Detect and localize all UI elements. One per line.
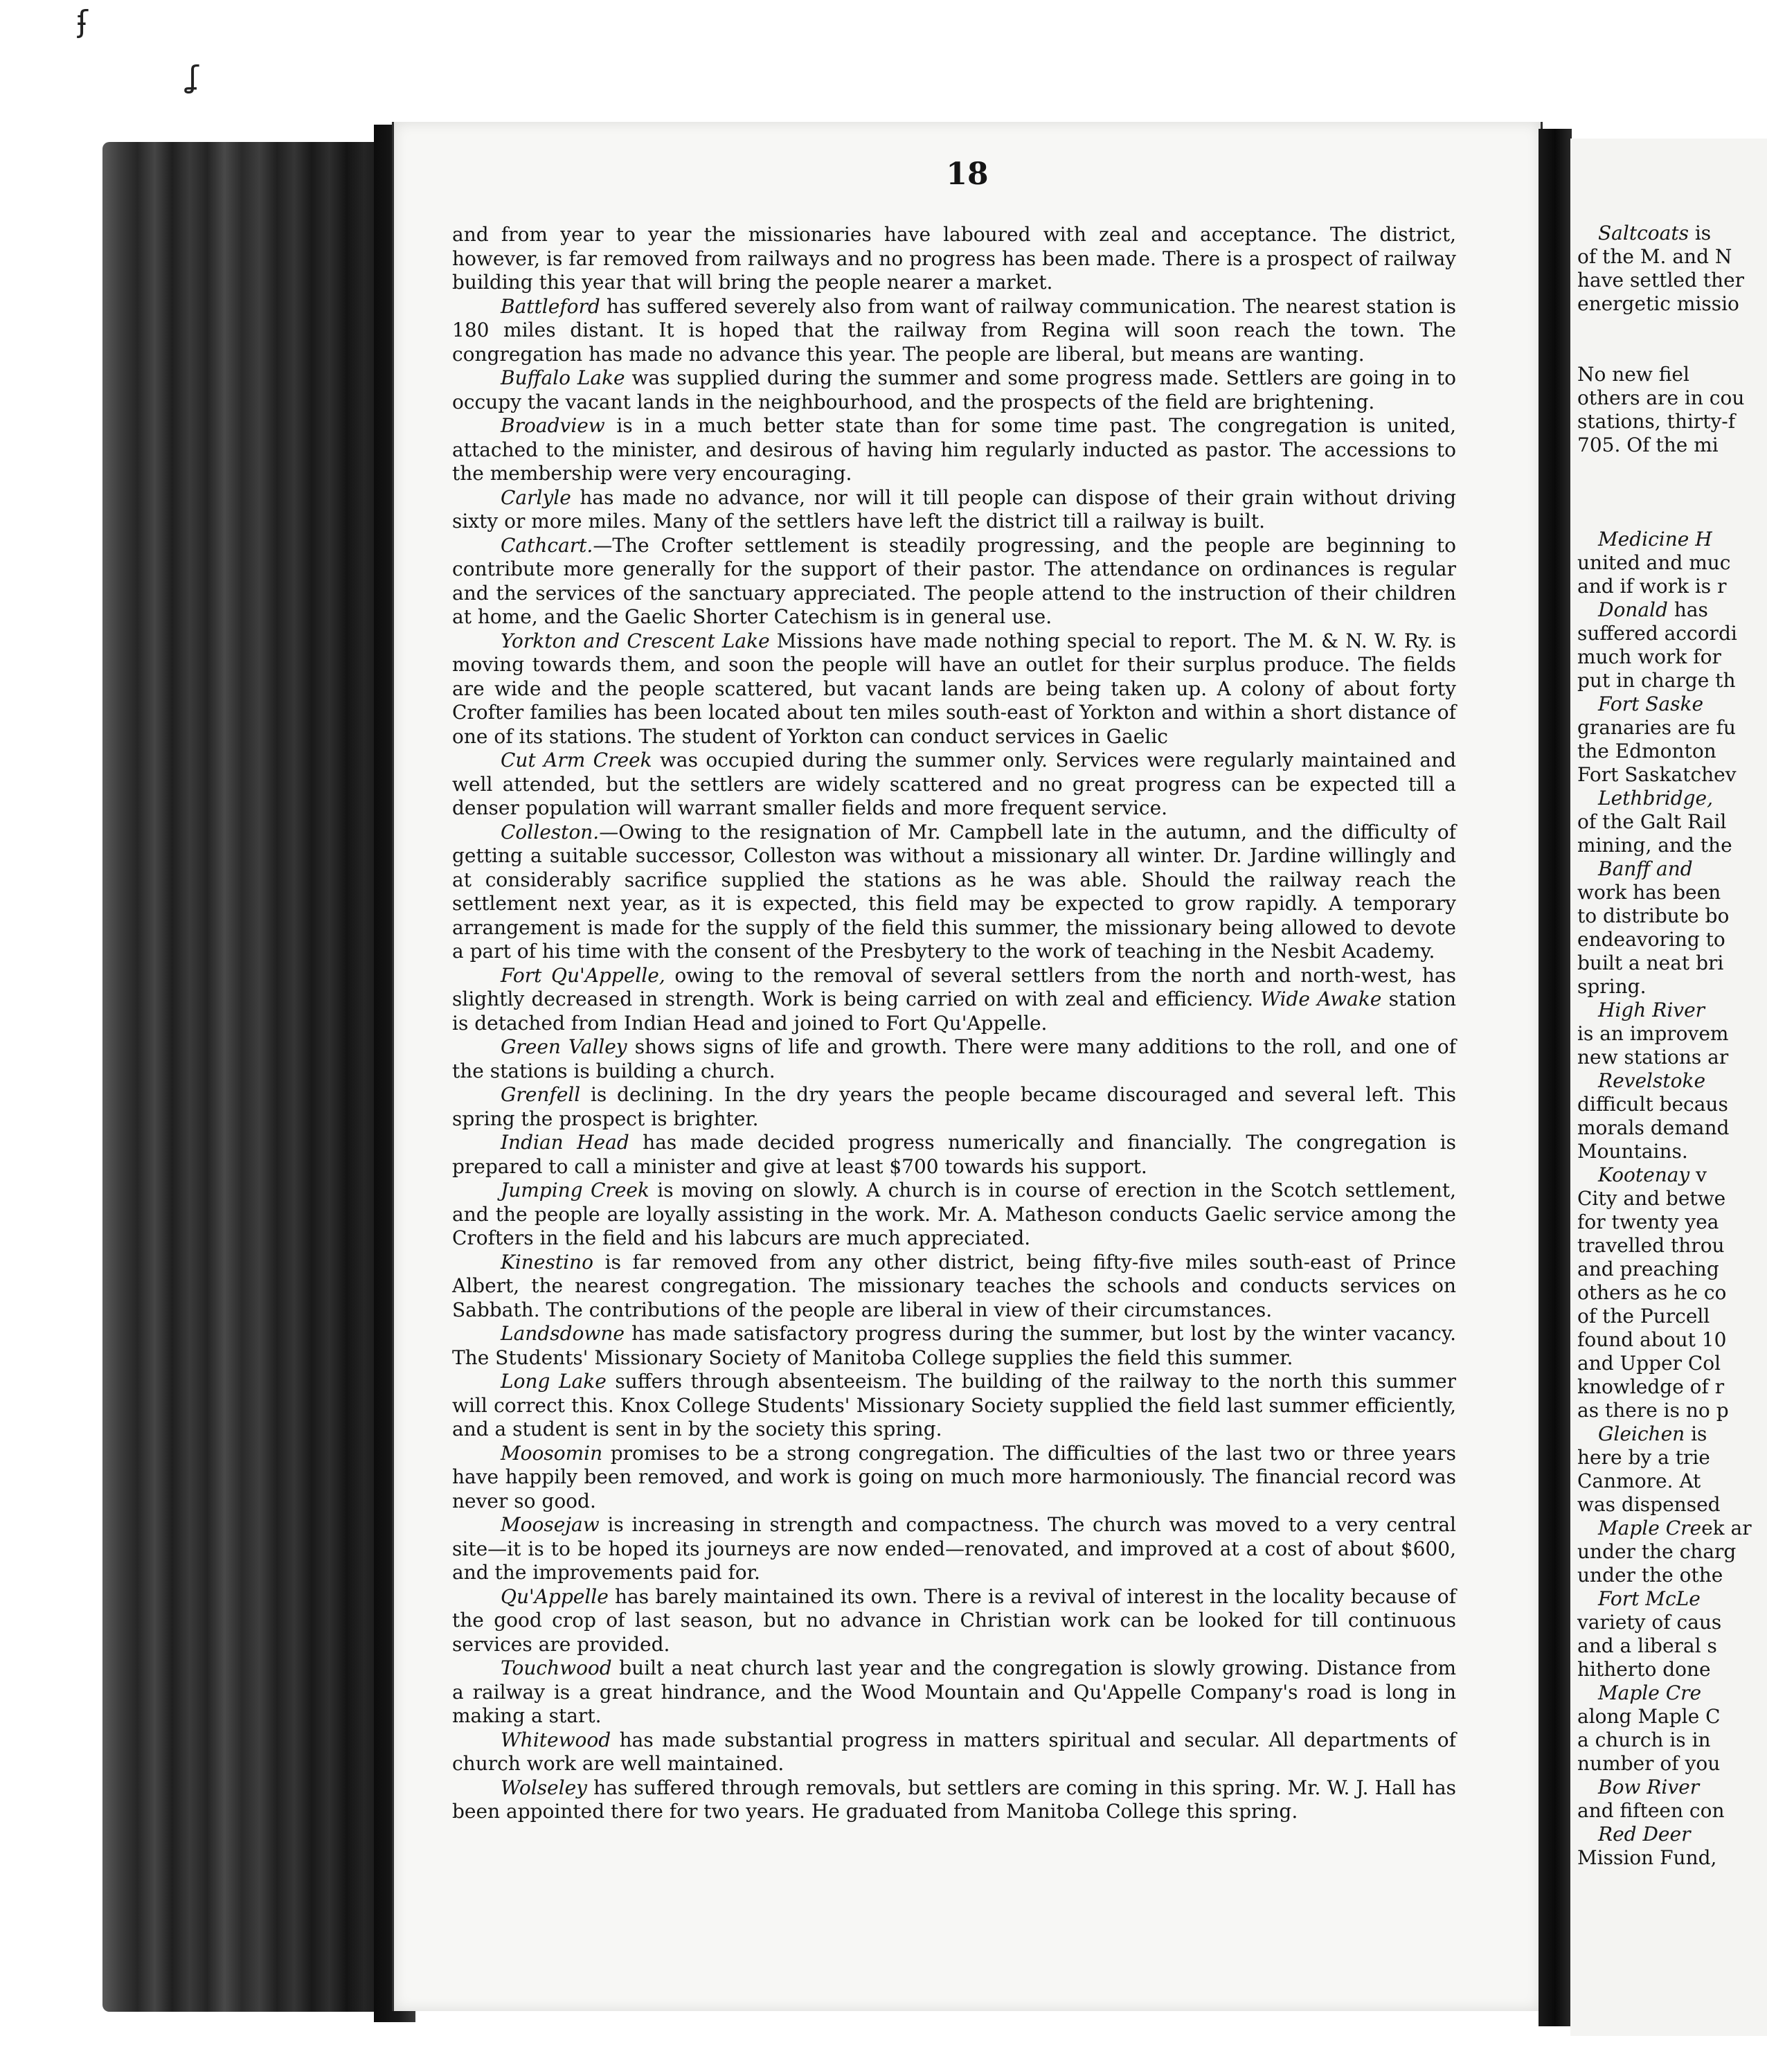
fragment-line: and fifteen con	[1577, 1799, 1725, 1822]
paragraph-text: was occupied during the summer only. Services were regularly maintained and well attended, but the settlers are widely scattered and no great progress can be expected till a denser population will warrant smaller fields and more frequent service.	[452, 749, 1456, 819]
paragraph-text: has made decided progress numerically and financially. The congregation is prepared to call a minister and give at least $700 towards his support.	[452, 1131, 1456, 1178]
paragraph-text: is declining. In the dry years the people became discouraged and several left. This spring the prospect is brighter.	[452, 1083, 1456, 1130]
paragraph	[452, 964, 1456, 1036]
paragraph-text: is moving on slowly. A church is in course of erection in the Scotch settlement, and the people are loyally assisting in the work. Mr. A. Matheson conducts Gaelic service among the Crofters in the field and his labcurs are much appreciated.	[452, 1179, 1456, 1249]
paragraph	[452, 223, 1456, 295]
place-name: Yorkton and Crescent Lake	[501, 629, 770, 652]
place-name: Broadview	[501, 414, 605, 437]
place-name: Bow River	[1598, 1776, 1700, 1798]
paragraph-text: suffers through absenteeism. The building of the railway to the north this summer will correct this. Knox College Students' Missionary Society supplied the field last summer efficiently, and a student is sent in by the society this spring.	[452, 1370, 1457, 1440]
paragraph	[452, 366, 1456, 414]
fragment-line: found about 10	[1577, 1328, 1727, 1351]
fragment-line: along Maple C	[1577, 1705, 1721, 1728]
place-name: Lethbridge,	[1598, 787, 1714, 810]
fragment-line: Donald has	[1598, 598, 1708, 621]
paragraph	[452, 1370, 1456, 1442]
right-page-text	[1577, 222, 1767, 1870]
place-name: Fort Qu'Appelle,	[501, 963, 665, 987]
book-page-edges	[102, 142, 393, 2012]
fragment-line	[1577, 999, 1767, 1022]
fragment-line	[1577, 316, 1767, 363]
place-name: Gleichen	[1598, 1422, 1685, 1445]
fragment-line	[1577, 1587, 1767, 1611]
fragment-line: and Upper Col	[1577, 1352, 1721, 1375]
paragraph	[452, 486, 1456, 534]
fragment-line: a church is in	[1577, 1729, 1711, 1751]
place-name: Maple Cre	[1598, 1681, 1702, 1704]
fragment-line: No new fiel	[1577, 363, 1689, 386]
fragment-line: endeavoring to	[1577, 928, 1725, 951]
fragment-line: mining, and the	[1577, 834, 1732, 857]
paragraph-text: has made satisfactory progress during the summer, but lost by the winter vacancy. The Students' Missionary Society of Manitoba College supplies the field this summer.	[452, 1322, 1456, 1369]
paragraph	[452, 1513, 1456, 1585]
paragraph-text: shows signs of life and growth. There were many additions to the roll, and one of the stations is building a church.	[452, 1035, 1457, 1082]
fragment-line: and a liberal s	[1577, 1634, 1717, 1657]
fragment-line: Mountains.	[1577, 1140, 1688, 1163]
place-name: Touchwood	[501, 1656, 612, 1679]
fragment-line: Kootenay v	[1598, 1163, 1707, 1186]
paragraph	[452, 414, 1456, 486]
fragment-line: the Edmonton	[1577, 740, 1716, 762]
left-page	[392, 122, 1543, 2011]
place-name: Qu'Appelle	[501, 1584, 609, 1608]
fragment-line: was dispensed	[1577, 1493, 1721, 1516]
fragment-line: suffered accordi	[1577, 622, 1737, 645]
fragment-line	[1577, 787, 1767, 810]
paragraph	[452, 1083, 1456, 1131]
paragraph-text: has made no advance, nor will it till people can dispose of their grain without driving sixty or more miles. Many of the settlers have left the district till a railway is built.	[452, 485, 1456, 533]
place-name: Green Valley	[501, 1035, 627, 1058]
fragment-line: under the othe	[1577, 1564, 1723, 1587]
place-name: Landsdowne	[501, 1322, 625, 1345]
fragment-line	[1577, 1823, 1767, 1846]
paragraph-text: is in a much better state than for some time past. The congregation is united, attached to the minister, and desirous of having him regularly inducted as pastor. The accessions to the membership were very encouraging.	[452, 414, 1456, 485]
paragraph	[452, 749, 1456, 821]
fragment-line: of the Galt Rail	[1577, 810, 1727, 833]
fragment-line: Saltcoats is	[1598, 222, 1712, 244]
place-name: Indian Head	[501, 1131, 629, 1154]
paragraph-text: has made substantial progress in matters spiritual and secular. All departments of church work are well maintained.	[452, 1728, 1456, 1775]
fragment-line: Maple Creek ar	[1598, 1517, 1752, 1539]
place-name: Kootenay	[1598, 1163, 1690, 1186]
paragraph	[452, 534, 1456, 629]
fragment-line: built a neat bri	[1577, 952, 1724, 974]
fragment-line	[1577, 1069, 1767, 1093]
place-name: Donald	[1598, 598, 1668, 621]
paragraph	[452, 1442, 1456, 1514]
paragraph	[452, 1729, 1456, 1776]
place-name: Banff and	[1598, 857, 1693, 880]
place-name: Red Deer	[1598, 1823, 1691, 1846]
place-name: Jumping Creek	[501, 1179, 649, 1202]
fragment-line: variety of caus	[1577, 1611, 1722, 1634]
fragment-line: have settled ther	[1577, 269, 1745, 292]
fragment-line: difficult becaus	[1577, 1093, 1728, 1116]
place-name: Revelstoke	[1598, 1069, 1706, 1092]
fragment-line: as there is no p	[1577, 1399, 1729, 1422]
place-name: Moosomin	[501, 1441, 603, 1465]
fragment-line	[1577, 1681, 1767, 1705]
fragment-line: much work for	[1577, 645, 1721, 668]
place-name: Moosejaw	[501, 1513, 600, 1536]
place-name: Carlyle	[501, 485, 571, 509]
place-name: Long Lake	[501, 1370, 607, 1393]
fragment-line: spring.	[1577, 975, 1647, 998]
paragraph	[452, 295, 1456, 367]
place-name: Fort McLe	[1598, 1587, 1701, 1610]
fragment-line: united and muc	[1577, 551, 1731, 574]
place-name: Saltcoats	[1598, 222, 1689, 244]
paragraph	[452, 1322, 1456, 1370]
place-name: Cut Arm Creek	[501, 749, 652, 771]
fragment-line: of the M. and N	[1577, 245, 1732, 268]
place-name: Wide Awake	[1260, 988, 1382, 1010]
place-name: High River	[1598, 999, 1705, 1021]
fragment-line: work has been	[1577, 881, 1721, 904]
page-text-column	[452, 223, 1456, 1824]
paragraph	[452, 1251, 1456, 1323]
fragment-line: 705. Of the mi	[1577, 434, 1719, 456]
fragment-line: others as he co	[1577, 1281, 1727, 1304]
paragraph-text: has suffered severely also from want of railway communication. The nearest station is 180 miles distant. It is hoped that the railway from Regina will soon reach the town. The congregation has made no advance this year. The people are liberal, but means are wanting.	[452, 294, 1456, 366]
fragment-line	[1577, 857, 1767, 881]
fragment-line	[1577, 693, 1767, 716]
place-name: Wolseley	[501, 1776, 587, 1799]
place-name: Maple Cre	[1598, 1517, 1702, 1539]
paragraph-text: has barely maintained its own. There is a revival of interest in the locality because of the good crop of last season, but no advance in Christian work can be looked for till continuous services are provided.	[452, 1584, 1456, 1656]
place-name: Fort Saske	[1598, 693, 1704, 715]
paragraph	[452, 1131, 1456, 1179]
fragment-line: of the Purcell	[1577, 1305, 1710, 1328]
fragment-line	[1577, 1776, 1767, 1799]
right-page-fragment	[1570, 139, 1767, 2036]
fragment-line: stations, thirty-f	[1577, 410, 1736, 433]
fragment-line: number of you	[1577, 1752, 1721, 1775]
paragraph	[452, 821, 1456, 964]
fragment-line: Mission Fund,	[1577, 1846, 1717, 1869]
paragraph-text: is increasing in strength and compactness. The church was moved to a very central site—it is to be hoped its journeys are now ended—renovated, and improved at a cost of about $600, and the improvements paid for.	[452, 1513, 1456, 1584]
fragment-line: new stations ar	[1577, 1046, 1729, 1069]
margin-mark: ʄ	[78, 4, 88, 39]
fragment-line	[1577, 528, 1767, 551]
book-gutter	[1539, 129, 1572, 2026]
fragment-line: under the charg	[1577, 1540, 1737, 1563]
place-name: Cathcart.	[501, 533, 593, 557]
paragraph	[452, 629, 1456, 749]
paragraph-text: was supplied during the summer and some progress made. Settlers are going in to occupy the vacant lands in the neighbourhood, and the prospects of the field are brightening.	[452, 366, 1456, 413]
fragment-line: to distribute bo	[1577, 904, 1730, 927]
fragment-line: and preaching	[1577, 1258, 1719, 1280]
fragment-line: Fort Saskatchev	[1577, 763, 1737, 786]
fragment-line: is an improvem	[1577, 1022, 1729, 1045]
place-name: Medicine H	[1598, 528, 1712, 551]
paragraph-text: has suffered through removals, but settlers are coming in this spring. Mr. W. J. Hall has been appointed there for two years. He graduated from Manitoba College this spring.	[452, 1776, 1456, 1823]
paragraph-text: —The Crofter settlement is steadily progressing, and the people are beginning to contribute more generally for the support of their pastor. The attendance on ordinances is regular and the services of the sanctuary appreciated. The people attend to the instruction of their children at home, and the Gaelic Shorter Catechism is in general use.	[452, 533, 1456, 628]
paragraph-text: —Owing to the resignation of Mr. Campbell late in the autumn, and the difficulty of getting a suitable successor, Colleston was without a missionary all winter. Dr. Jardine willingly and at considerably sacrifice supplied the stations as he was able. Should the railway reach the settlement next year, as it is expected, this field may be expected to grow rapidly. A temporary arrangement is made for the supply of the field this summer, the missionary being allowed to devote a part of his time with the consent of the Presbytery to the work of teaching in the Nesbit Academy.	[452, 820, 1456, 963]
fragment-line: and if work is r	[1577, 575, 1727, 598]
paragraph	[452, 1035, 1456, 1083]
place-name: Kinestino	[501, 1250, 593, 1274]
fragment-line: for twenty yea	[1577, 1211, 1719, 1233]
fragment-line	[1577, 457, 1767, 528]
place-name: Colleston.	[501, 820, 600, 843]
fragment-line: morals demand	[1577, 1116, 1730, 1139]
paragraph-text: built a neat church last year and the congregation is slowly growing. Distance from a railway is a great hindrance, and the Wood Mountain and Qu'Appelle Company's road is long in making a start.	[452, 1656, 1456, 1727]
place-name: Whitewood	[501, 1728, 611, 1751]
fragment-line: here by a trie	[1577, 1446, 1710, 1469]
place-name: Grenfell	[501, 1083, 581, 1106]
fragment-line: energetic missio	[1577, 292, 1739, 315]
place-name: Buffalo Lake	[501, 366, 625, 389]
fragment-line: knowledge of r	[1577, 1375, 1725, 1398]
margin-mark: ʆ	[188, 60, 199, 95]
paragraph	[452, 1585, 1456, 1657]
paragraph-text: owing to the removal of several settlers from the north and north-west, has slightly decreased in strength. Work is being carried on with zeal and efficiency. Wide Awake station is detached from Indian Head and joined to Fort Qu'Appelle.	[452, 963, 1457, 1035]
place-name: Battleford	[501, 294, 600, 318]
paragraph-text: promises to be a strong congregation. The difficulties of the last two or three years have happily been removed, and work is going on much more harmoniously. The financial record was never so good.	[452, 1441, 1456, 1512]
fragment-line: others are in cou	[1577, 386, 1745, 409]
fragment-line: Gleichen is	[1598, 1422, 1707, 1445]
paragraph	[452, 1776, 1456, 1824]
paragraph-text: Missions have made nothing special to report. The M. & N. W. Ry. is moving towards them, and soon the people will have an outlet for their surplus produce. The fields are wide and the people scattered, but vacant lands are being taken up. A colony of about forty Crofter families has been located about ten miles south-east of Yorkton and within a short distance of one of its stations. The student of Yorkton can conduct services in Gaelic	[452, 629, 1456, 748]
paragraph	[452, 1179, 1456, 1251]
fragment-line: granaries are fu	[1577, 716, 1736, 739]
fragment-line: hitherto done	[1577, 1658, 1711, 1681]
fragment-line: travelled throu	[1577, 1234, 1725, 1257]
fragment-line: City and betwe	[1577, 1187, 1726, 1210]
fragment-line: Canmore. At	[1577, 1470, 1701, 1492]
paragraph	[452, 1656, 1456, 1729]
page-number: 18	[946, 157, 989, 192]
paragraph-text: and from year to year the missionaries have laboured with zeal and acceptance. The district, however, is far removed from railways and no progress has been made. There is a prospect of railway building this year that will bring the people nearer a market.	[452, 223, 1456, 294]
fragment-line: put in charge th	[1577, 669, 1736, 692]
paragraph-text: is far removed from any other district, being fifty-five miles south-east of Prince Albert, the nearest congregation. The missionary teaches the schools and conducts services on Sabbath. The contributions of the people are liberal in view of their circumstances.	[452, 1250, 1456, 1321]
